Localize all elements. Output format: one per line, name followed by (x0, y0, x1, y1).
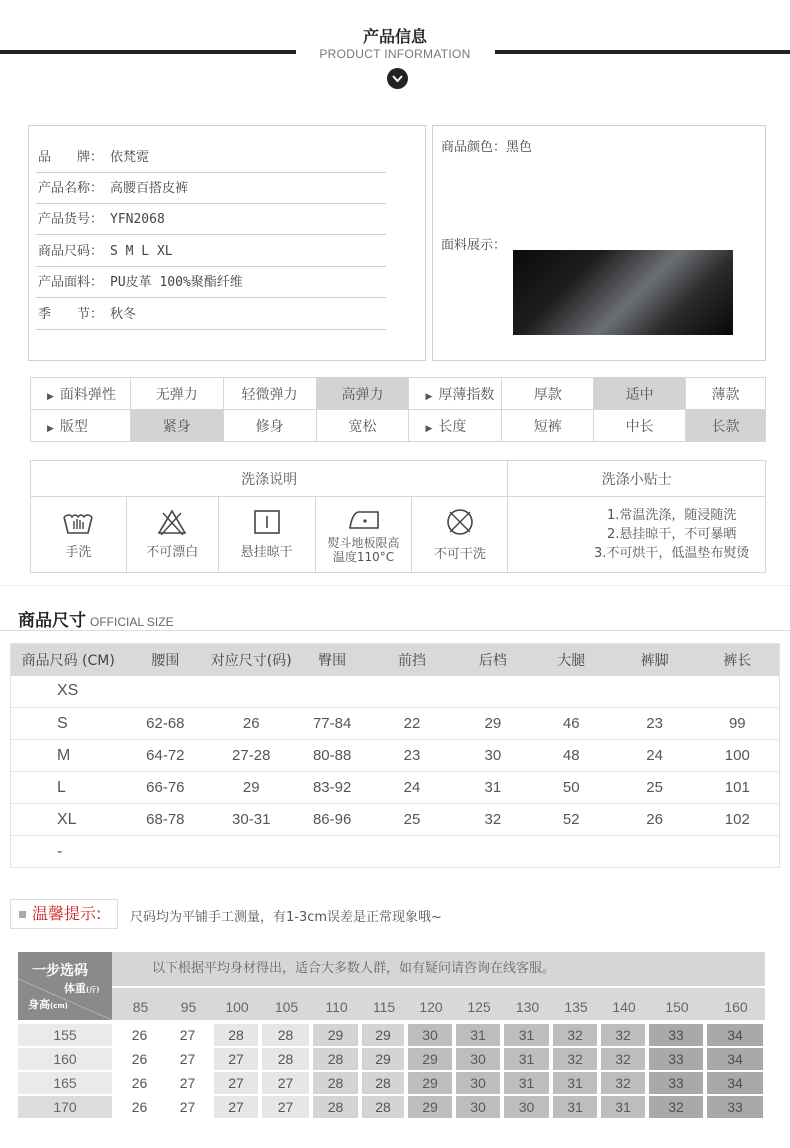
size-cell: 26 (205, 708, 297, 740)
size-header-cell: 前挡 (367, 644, 457, 676)
fit-value-cell: 29 (408, 1072, 452, 1094)
fit-value-cell: 28 (262, 1048, 309, 1070)
fit-value-cell: 34 (707, 1072, 763, 1094)
fit-value-cell: 26 (118, 1096, 161, 1118)
info-key: 产品面料： (38, 275, 104, 290)
fit-value-cell: 27 (165, 1024, 210, 1046)
fit-chart-note: 以下根据平均身材得出，适合大多数人群，如有疑问请咨询在线客服。 (112, 952, 765, 986)
info-row (36, 205, 386, 235)
size-cell: XL (11, 804, 126, 836)
size-table (10, 643, 780, 868)
size-cell: 99 (696, 708, 780, 740)
fit-value-cell: 32 (601, 1024, 645, 1046)
no-dry-clean-icon (445, 507, 475, 537)
height-cell: 165 (18, 1072, 112, 1094)
size-cell: 23 (614, 708, 696, 740)
fit-value-cell: 31 (456, 1024, 500, 1046)
wash-label: 不可干洗 (433, 547, 486, 562)
fit-value-cell: 27 (262, 1096, 309, 1118)
bullet-icon (19, 911, 26, 918)
fit-value-cell: 30 (456, 1096, 500, 1118)
height-cell: 155 (18, 1024, 112, 1046)
attr-option-selected: 高弹力 (316, 378, 409, 410)
size-cell: 24 (614, 740, 696, 772)
fit-value-cell: 33 (649, 1072, 703, 1094)
wash-table (30, 460, 766, 573)
size-cell: 29 (457, 708, 529, 740)
color-row (441, 136, 532, 155)
attr-option: 短裤 (502, 410, 594, 442)
fit-value-cell: 32 (601, 1048, 645, 1070)
height-cell: 170 (18, 1096, 112, 1118)
size-cell: XS (11, 676, 126, 708)
fit-value-cell: 28 (362, 1072, 404, 1094)
header-divider-left (0, 50, 296, 54)
wash-tip: 2.悬挂晾干，不可暴晒 (606, 527, 737, 542)
weight-cell: 85 (132, 999, 149, 1015)
fit-value-cell: 28 (214, 1024, 258, 1046)
size-row (11, 676, 780, 708)
size-row (11, 804, 780, 836)
size-cell: 77-84 (297, 708, 367, 740)
weight-cell: 100 (225, 999, 249, 1015)
wash-tip: 1.常温洗涤，随浸随洗 (606, 508, 737, 523)
size-cell: L (11, 772, 126, 804)
weight-cell: 125 (467, 999, 491, 1015)
weight-cell: 135 (564, 999, 588, 1015)
wash-item-no-dry-clean (412, 497, 508, 573)
size-header-cell: 大腿 (529, 644, 614, 676)
fit-value-cell: 33 (649, 1024, 703, 1046)
size-cell: 23 (367, 740, 457, 772)
fabric-swatch-image (513, 250, 733, 335)
wash-tips-title: 洗涤小贴士 (508, 461, 766, 497)
info-row (36, 174, 386, 204)
size-cell (457, 676, 529, 708)
fit-value-cell: 29 (362, 1024, 404, 1046)
header-divider-right (495, 50, 790, 54)
fit-value-cell: 27 (262, 1072, 309, 1094)
weight-unit: (斤) (86, 986, 100, 994)
wash-title: 洗涤说明 (31, 461, 508, 497)
warm-tip-title: 温馨提示: (32, 904, 102, 923)
size-cell: 83-92 (297, 772, 367, 804)
size-subtitle: OFFICIAL SIZE (90, 615, 174, 629)
attr-option: 薄款 (686, 378, 766, 410)
wash-label: 熨斗地板限高 (327, 535, 400, 550)
info-row (36, 237, 386, 267)
attr-option: 厚款 (502, 378, 594, 410)
size-cell: 101 (696, 772, 780, 804)
weight-cell: 130 (515, 999, 540, 1015)
wash-tips (508, 497, 766, 573)
attribute-row-fit (31, 410, 766, 442)
fit-value-cell: 28 (313, 1072, 358, 1094)
fit-value-cell: 32 (601, 1072, 645, 1094)
size-header-cell: 臀围 (297, 644, 367, 676)
fit-value-cell: 27 (214, 1048, 258, 1070)
size-cell: 66-76 (125, 772, 205, 804)
fit-value-cell: 30 (408, 1024, 452, 1046)
size-cell: S (11, 708, 126, 740)
fit-value-cell: 30 (504, 1096, 549, 1118)
size-header-cell: 商品尺码 (CM) (11, 644, 126, 676)
fit-value-cell: 30 (456, 1072, 500, 1094)
weight-cell: 150 (665, 999, 689, 1015)
height-label: 身高 (28, 998, 50, 1011)
fit-value-cell: 31 (553, 1072, 597, 1094)
size-header-cell: 腰围 (125, 644, 205, 676)
fit-value-cell: 32 (553, 1048, 597, 1070)
size-row (11, 772, 780, 804)
attr-label-elasticity: ▶ 面料弹性 (31, 378, 131, 410)
size-cell: - (11, 836, 126, 868)
attr-label-fit: ▶ 版型 (31, 410, 131, 442)
size-cell: 48 (529, 740, 614, 772)
fit-value-cell: 29 (362, 1048, 404, 1070)
size-cell (125, 676, 205, 708)
size-header-cell: 后档 (457, 644, 529, 676)
size-cell: 50 (529, 772, 614, 804)
weight-label: 体重 (64, 982, 86, 995)
size-cell: 80-88 (297, 740, 367, 772)
size-cell (125, 836, 205, 868)
wash-label: 悬挂晾干 (240, 545, 293, 560)
size-cell: 29 (205, 772, 297, 804)
attr-label-thickness: ▶ 厚薄指数 (409, 378, 502, 410)
fit-value-cell: 27 (165, 1048, 210, 1070)
fit-value-cell: 33 (707, 1096, 763, 1118)
iron-low-icon (346, 506, 382, 530)
info-key: 商品尺码： (38, 244, 104, 259)
size-cell (367, 836, 457, 868)
fit-value-cell: 32 (649, 1096, 703, 1118)
fit-value-cell: 31 (601, 1096, 645, 1118)
size-cell: 46 (529, 708, 614, 740)
size-cell (297, 836, 367, 868)
no-bleach-icon (157, 509, 187, 535)
size-cell (367, 676, 457, 708)
wash-label: 不可漂白 (146, 545, 199, 560)
fit-value-cell: 31 (504, 1072, 549, 1094)
fit-value-cell: 29 (408, 1096, 452, 1118)
weight-cell: 160 (724, 999, 748, 1015)
warm-tip-box (10, 899, 118, 929)
size-cell: 62-68 (125, 708, 205, 740)
size-row (11, 836, 780, 868)
size-cell (297, 676, 367, 708)
weight-header-row (112, 988, 765, 1020)
weight-cell: 115 (372, 999, 396, 1015)
size-header-cell: 裤长 (696, 644, 780, 676)
wash-label: 温度110°C (332, 549, 395, 564)
weight-cell: 140 (612, 999, 636, 1015)
warm-tip-text: 尺码均为平铺手工测量，有1-3cm误差是正常现象哦~ (130, 910, 442, 925)
wash-item-iron (315, 497, 412, 573)
wash-label: 手洗 (65, 545, 92, 560)
size-cell: 102 (696, 804, 780, 836)
attr-option: 宽松 (316, 410, 409, 442)
size-cell: 68-78 (125, 804, 205, 836)
info-value: PU皮革 100%聚酯纤维 (110, 275, 243, 290)
size-cell (457, 836, 529, 868)
wash-item-hand-wash (31, 497, 127, 573)
size-cell: 30 (457, 740, 529, 772)
fit-value-cell: 26 (118, 1048, 161, 1070)
size-cell (529, 836, 614, 868)
info-value: YFN2068 (110, 212, 165, 227)
fit-value-cell: 28 (362, 1096, 404, 1118)
size-cell: 26 (614, 804, 696, 836)
weight-cell: 110 (325, 999, 348, 1015)
page-subtitle: PRODUCT INFORMATION (319, 47, 471, 61)
info-value: 依梵霓 (110, 150, 150, 165)
info-key: 季 节： (38, 307, 104, 322)
color-value: 黑色 (506, 140, 533, 155)
size-cell (696, 836, 780, 868)
fit-value-cell: 28 (313, 1048, 358, 1070)
fit-value-cell: 31 (553, 1096, 597, 1118)
wash-item-hang-dry (218, 497, 315, 573)
size-cell: 27-28 (205, 740, 297, 772)
size-cell (205, 676, 297, 708)
attr-option: 中长 (594, 410, 686, 442)
attr-option-selected: 紧身 (130, 410, 223, 442)
size-cell: 32 (457, 804, 529, 836)
fit-value-cell: 34 (707, 1048, 763, 1070)
attr-option: 修身 (223, 410, 316, 442)
attribute-table (30, 377, 766, 442)
fit-value-cell: 26 (118, 1024, 161, 1046)
size-row (11, 708, 780, 740)
size-cell: 31 (457, 772, 529, 804)
fit-value-cell: 31 (504, 1048, 549, 1070)
size-cell: 25 (367, 804, 457, 836)
chevron-down-icon (387, 68, 408, 89)
fit-chart-title: 一步选码 (32, 963, 88, 979)
fit-value-cell: 30 (456, 1048, 500, 1070)
weight-cell: 95 (180, 999, 197, 1015)
fit-value-cell: 29 (408, 1048, 452, 1070)
size-cell: 86-96 (297, 804, 367, 836)
fit-value-cell: 34 (707, 1024, 763, 1046)
size-row (11, 740, 780, 772)
size-cell: 52 (529, 804, 614, 836)
color-label: 商品颜色： (441, 140, 507, 155)
info-key: 产品货号： (38, 212, 104, 227)
size-cell: 100 (696, 740, 780, 772)
fit-value-cell: 27 (214, 1072, 258, 1094)
fit-value-cell: 28 (262, 1024, 309, 1046)
attr-option-selected: 长款 (686, 410, 766, 442)
fit-value-cell: 31 (504, 1024, 549, 1046)
size-title: 商品尺寸 (18, 611, 86, 631)
size-cell: M (11, 740, 126, 772)
fit-chart-header (18, 952, 112, 1020)
fit-value-cell: 27 (165, 1096, 210, 1118)
size-cell: 22 (367, 708, 457, 740)
hang-dry-icon (253, 509, 281, 535)
fabric-label: 面料展示： (441, 238, 507, 253)
height-cell: 160 (18, 1048, 112, 1070)
height-unit: (cm) (50, 1002, 68, 1010)
attribute-row-elasticity (31, 378, 766, 410)
fit-value-cell: 27 (214, 1096, 258, 1118)
info-value: S M L XL (110, 244, 173, 259)
info-key: 产品名称： (38, 181, 104, 196)
attr-label-length: ▶ 长度 (409, 410, 502, 442)
size-cell: 30-31 (205, 804, 297, 836)
fit-value-cell: 27 (165, 1072, 210, 1094)
attr-option: 轻微弹力 (223, 378, 316, 410)
size-cell (205, 836, 297, 868)
size-header-cell: 对应尺寸(码) (205, 644, 297, 676)
info-row (36, 268, 386, 298)
size-cell (614, 676, 696, 708)
info-value: 高腰百搭皮裤 (110, 181, 189, 196)
fit-value-cell: 26 (118, 1072, 161, 1094)
fit-value-cell: 29 (313, 1024, 358, 1046)
size-cell: 25 (614, 772, 696, 804)
size-header-cell: 裤脚 (614, 644, 696, 676)
wash-tip: 3.不可烘干，低温垫布熨烫 (593, 546, 750, 561)
info-row (36, 300, 386, 330)
weight-cell: 120 (419, 999, 443, 1015)
page-title: 产品信息 (362, 27, 427, 46)
info-key: 品 牌： (38, 150, 104, 165)
size-section-header (0, 585, 790, 631)
hand-wash-icon (62, 509, 94, 535)
size-cell (529, 676, 614, 708)
info-row (36, 143, 386, 173)
fit-value-cell: 28 (313, 1096, 358, 1118)
info-value: 秋冬 (110, 307, 137, 322)
size-cell: 64-72 (125, 740, 205, 772)
attr-option: 无弹力 (130, 378, 223, 410)
size-cell: 24 (367, 772, 457, 804)
wash-item-no-bleach (126, 497, 218, 573)
weight-cell: 105 (274, 999, 299, 1015)
size-cell (614, 836, 696, 868)
fit-value-cell: 33 (649, 1048, 703, 1070)
fit-value-cell: 32 (553, 1024, 597, 1046)
attr-option-selected: 适中 (594, 378, 686, 410)
size-cell (696, 676, 780, 708)
